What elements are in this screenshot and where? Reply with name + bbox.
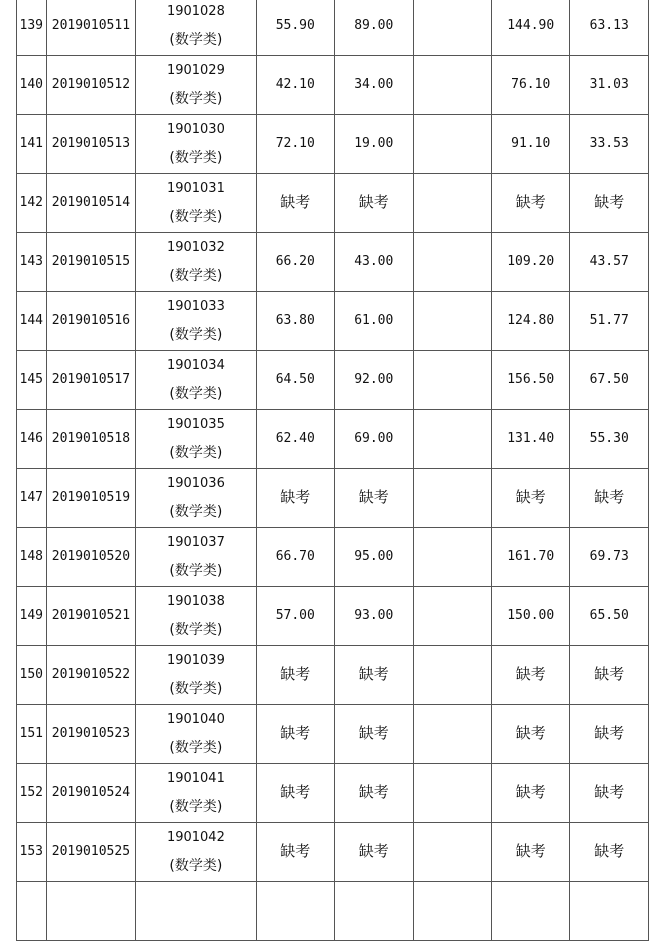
score2-value: 61.00 [354,313,394,328]
final-score-cell [570,587,649,646]
score2-value: 43.00 [354,254,394,269]
row-number-cell [17,587,47,646]
score1-cell [256,292,334,351]
final-score-cell [570,823,649,882]
row-number-cell [17,528,47,587]
row-number-cell [17,823,47,882]
final-score-value: 缺考 [594,724,625,742]
score2-value: 19.00 [354,136,394,151]
student-id-cell [46,764,136,823]
row-number-value: 149 [19,608,44,623]
student-id-cell [46,0,136,56]
score2-cell [335,587,413,646]
score2-cell [335,528,413,587]
row-number-value: 151 [19,726,44,741]
final-score-value: 缺考 [594,783,625,801]
category-label: (数学类) [169,327,223,343]
score3-cell [413,410,491,469]
exam-number: 1901032 [166,240,225,255]
total-score-value: 缺考 [515,842,546,860]
score3-cell [413,882,491,941]
exam-number: 1901034 [166,358,225,373]
score2-value: 92.00 [354,372,394,387]
category-label: (数学类) [169,150,223,166]
score2-value: 缺考 [358,783,389,801]
exam-number: 1901040 [166,712,225,727]
score1-value: 缺考 [280,842,311,860]
total-score-value: 156.50 [507,372,555,387]
total-score-value: 缺考 [515,724,546,742]
total-score-cell [491,410,569,469]
score1-cell [256,351,334,410]
student-id-value: 2019010513 [51,136,131,151]
exam-number-cell [136,0,256,56]
student-id-value: 2019010522 [51,667,131,682]
score1-value: 57.00 [275,608,315,623]
final-score-cell [570,115,649,174]
exam-number: 1901042 [166,830,225,845]
exam-number-cell [136,646,256,705]
table-body [17,0,649,941]
table-row [17,469,649,528]
exam-number: 1901029 [166,63,225,78]
final-score-cell [570,705,649,764]
category-label: (数学类) [169,504,223,520]
row-number-cell [17,764,47,823]
score1-value: 缺考 [280,783,311,801]
score1-cell [256,764,334,823]
exam-number-cell [136,764,256,823]
student-id-value: 2019010514 [51,195,131,210]
score1-cell [256,469,334,528]
score2-cell [335,292,413,351]
student-id-value: 2019010519 [51,490,131,505]
score1-value: 66.70 [275,549,315,564]
row-number-cell [17,0,47,56]
row-number-cell [17,292,47,351]
row-number-value: 143 [19,254,44,269]
score2-cell [335,115,413,174]
final-score-value: 33.53 [589,136,629,151]
table-row [17,0,649,56]
score2-cell [335,764,413,823]
score2-cell [335,0,413,56]
total-score-cell [491,823,569,882]
exam-number-cell [136,823,256,882]
table-row [17,705,649,764]
student-id-value: 2019010520 [51,549,131,564]
table-row [17,764,649,823]
student-id-value: 2019010525 [51,844,131,859]
score2-value: 93.00 [354,608,394,623]
score1-value: 42.10 [275,77,315,92]
score2-cell [335,351,413,410]
total-score-cell [491,351,569,410]
total-score-cell [491,174,569,233]
total-score-cell [491,587,569,646]
score2-cell [335,823,413,882]
final-score-value: 67.50 [589,372,629,387]
student-id-value: 2019010517 [51,372,131,387]
exam-number-cell [136,587,256,646]
score1-value: 64.50 [275,372,315,387]
final-score-cell [570,56,649,115]
final-score-value: 69.73 [589,549,629,564]
total-score-cell [491,233,569,292]
total-score-cell [491,469,569,528]
score1-cell [256,646,334,705]
exam-number-cell [136,351,256,410]
exam-number-cell [136,705,256,764]
final-score-cell [570,646,649,705]
row-number-value: 145 [19,372,44,387]
student-id-cell [46,292,136,351]
score1-value: 55.90 [275,18,315,33]
score2-value: 缺考 [358,724,389,742]
row-number-cell [17,469,47,528]
total-score-value: 76.10 [511,77,551,92]
table-row [17,233,649,292]
exam-number-cell [136,469,256,528]
final-score-value: 31.03 [589,77,629,92]
student-id-cell [46,646,136,705]
final-score-value: 65.50 [589,608,629,623]
score1-value: 缺考 [280,724,311,742]
score2-value: 缺考 [358,193,389,211]
score2-value: 缺考 [358,665,389,683]
total-score-value: 109.20 [507,254,555,269]
exam-number-cell [136,292,256,351]
category-label: (数学类) [169,32,223,48]
category-label: (数学类) [169,91,223,107]
score3-cell [413,646,491,705]
row-number-value: 146 [19,431,44,446]
exam-number: 1901030 [166,122,225,137]
score1-cell [256,115,334,174]
score2-cell [335,882,413,941]
total-score-value: 缺考 [515,783,546,801]
student-id-cell [46,587,136,646]
row-number-value: 147 [19,490,44,505]
score1-value: 缺考 [280,665,311,683]
row-number-cell [17,56,47,115]
score2-cell [335,56,413,115]
exam-number-cell [136,882,256,941]
student-id-value: 2019010518 [51,431,131,446]
score1-value: 63.80 [275,313,315,328]
row-number-value: 142 [19,195,44,210]
category-label: (数学类) [169,209,223,225]
exam-number: 1901036 [166,476,225,491]
score3-cell [413,705,491,764]
score1-cell [256,882,334,941]
category-label: (数学类) [169,563,223,579]
table-row [17,882,649,941]
score2-cell [335,705,413,764]
student-id-cell [46,115,136,174]
exam-number: 1901041 [166,771,225,786]
final-score-value: 缺考 [594,842,625,860]
score3-cell [413,292,491,351]
student-id-cell [46,705,136,764]
row-number-value: 148 [19,549,44,564]
exam-number: 1901035 [166,417,225,432]
score2-value: 89.00 [354,18,394,33]
score3-cell [413,174,491,233]
score3-cell [413,115,491,174]
table-row [17,292,649,351]
total-score-cell [491,115,569,174]
final-score-value: 63.13 [589,18,629,33]
score2-cell [335,410,413,469]
total-score-cell [491,705,569,764]
total-score-cell [491,528,569,587]
score1-cell [256,56,334,115]
final-score-value: 55.30 [589,431,629,446]
score1-cell [256,410,334,469]
final-score-cell [570,351,649,410]
final-score-cell [570,528,649,587]
category-label: (数学类) [169,445,223,461]
table-row [17,351,649,410]
score2-cell [335,646,413,705]
score3-cell [413,764,491,823]
final-score-cell [570,174,649,233]
score1-cell [256,528,334,587]
student-id-cell [46,233,136,292]
score2-value: 缺考 [358,488,389,506]
score3-cell [413,528,491,587]
exam-number: 1901033 [166,299,225,314]
student-id-cell [46,351,136,410]
total-score-value: 124.80 [507,313,555,328]
total-score-cell [491,764,569,823]
total-score-value: 144.90 [507,18,555,33]
final-score-cell [570,469,649,528]
final-score-cell [570,882,649,941]
exam-number: 1901038 [166,594,225,609]
row-number-value: 139 [19,18,44,33]
exam-number-cell [136,115,256,174]
category-label: (数学类) [169,386,223,402]
score1-cell [256,0,334,56]
total-score-value: 161.70 [507,549,555,564]
student-id-cell [46,528,136,587]
score1-value: 缺考 [280,488,311,506]
score3-cell [413,233,491,292]
final-score-cell [570,292,649,351]
score3-cell [413,587,491,646]
score1-value: 缺考 [280,193,311,211]
score1-value: 72.10 [275,136,315,151]
score2-value: 95.00 [354,549,394,564]
total-score-value: 缺考 [515,665,546,683]
total-score-cell [491,882,569,941]
student-id-value: 2019010516 [51,313,131,328]
score1-value: 62.40 [275,431,315,446]
total-score-cell [491,0,569,56]
exam-number-cell [136,528,256,587]
score3-cell [413,469,491,528]
score2-value: 缺考 [358,842,389,860]
total-score-cell [491,292,569,351]
score1-cell [256,587,334,646]
student-id-value: 2019010521 [51,608,131,623]
category-label: (数学类) [169,681,223,697]
table-row [17,410,649,469]
total-score-value: 131.40 [507,431,555,446]
table-row [17,174,649,233]
score2-value: 69.00 [354,431,394,446]
student-id-cell [46,823,136,882]
student-id-value: 2019010523 [51,726,131,741]
total-score-value: 缺考 [515,488,546,506]
row-number-cell [17,115,47,174]
total-score-value: 91.10 [511,136,551,151]
student-id-cell [46,56,136,115]
row-number-value: 140 [19,77,44,92]
row-number-value: 153 [19,844,44,859]
exam-number: 1901037 [166,535,225,550]
student-id-value: 2019010512 [51,77,131,92]
category-label: (数学类) [169,622,223,638]
final-score-value: 43.57 [589,254,629,269]
student-id-value: 2019010524 [51,785,131,800]
row-number-cell [17,410,47,469]
final-score-cell [570,410,649,469]
total-score-value: 150.00 [507,608,555,623]
final-score-value: 缺考 [594,488,625,506]
row-number-cell [17,882,47,941]
student-id-value: 2019010511 [51,18,131,33]
row-number-cell [17,646,47,705]
row-number-cell [17,174,47,233]
score2-value: 34.00 [354,77,394,92]
table-row [17,646,649,705]
student-id-cell [46,410,136,469]
exam-number-cell [136,56,256,115]
row-number-value: 150 [19,667,44,682]
row-number-cell [17,705,47,764]
score1-cell [256,174,334,233]
category-label: (数学类) [169,858,223,874]
score3-cell [413,823,491,882]
final-score-value: 缺考 [594,193,625,211]
row-number-cell [17,351,47,410]
exam-number-cell [136,174,256,233]
score3-cell [413,351,491,410]
category-label: (数学类) [169,268,223,284]
exam-number: 1901039 [166,653,225,668]
category-label: (数学类) [169,740,223,756]
table-row [17,528,649,587]
exam-number: 1901031 [166,181,225,196]
table-row [17,823,649,882]
score1-cell [256,233,334,292]
table-row [17,115,649,174]
final-score-value: 51.77 [589,313,629,328]
row-number-cell [17,233,47,292]
final-score-cell [570,233,649,292]
student-id-cell [46,174,136,233]
row-number-value: 144 [19,313,44,328]
row-number-value: 141 [19,136,44,151]
exam-number: 1901028 [166,4,225,19]
total-score-value: 缺考 [515,193,546,211]
score3-cell [413,56,491,115]
table-row [17,56,649,115]
student-id-cell [46,882,136,941]
score-table [16,0,649,941]
row-number-value: 152 [19,785,44,800]
exam-number-cell [136,410,256,469]
final-score-cell [570,0,649,56]
score2-cell [335,233,413,292]
score2-cell [335,469,413,528]
score1-cell [256,823,334,882]
final-score-value: 缺考 [594,665,625,683]
score3-cell [413,0,491,56]
student-id-cell [46,469,136,528]
score1-cell [256,705,334,764]
student-id-value: 2019010515 [51,254,131,269]
exam-number-cell [136,233,256,292]
final-score-cell [570,764,649,823]
category-label: (数学类) [169,799,223,815]
score2-cell [335,174,413,233]
table-row [17,587,649,646]
total-score-cell [491,56,569,115]
score1-value: 66.20 [275,254,315,269]
total-score-cell [491,646,569,705]
